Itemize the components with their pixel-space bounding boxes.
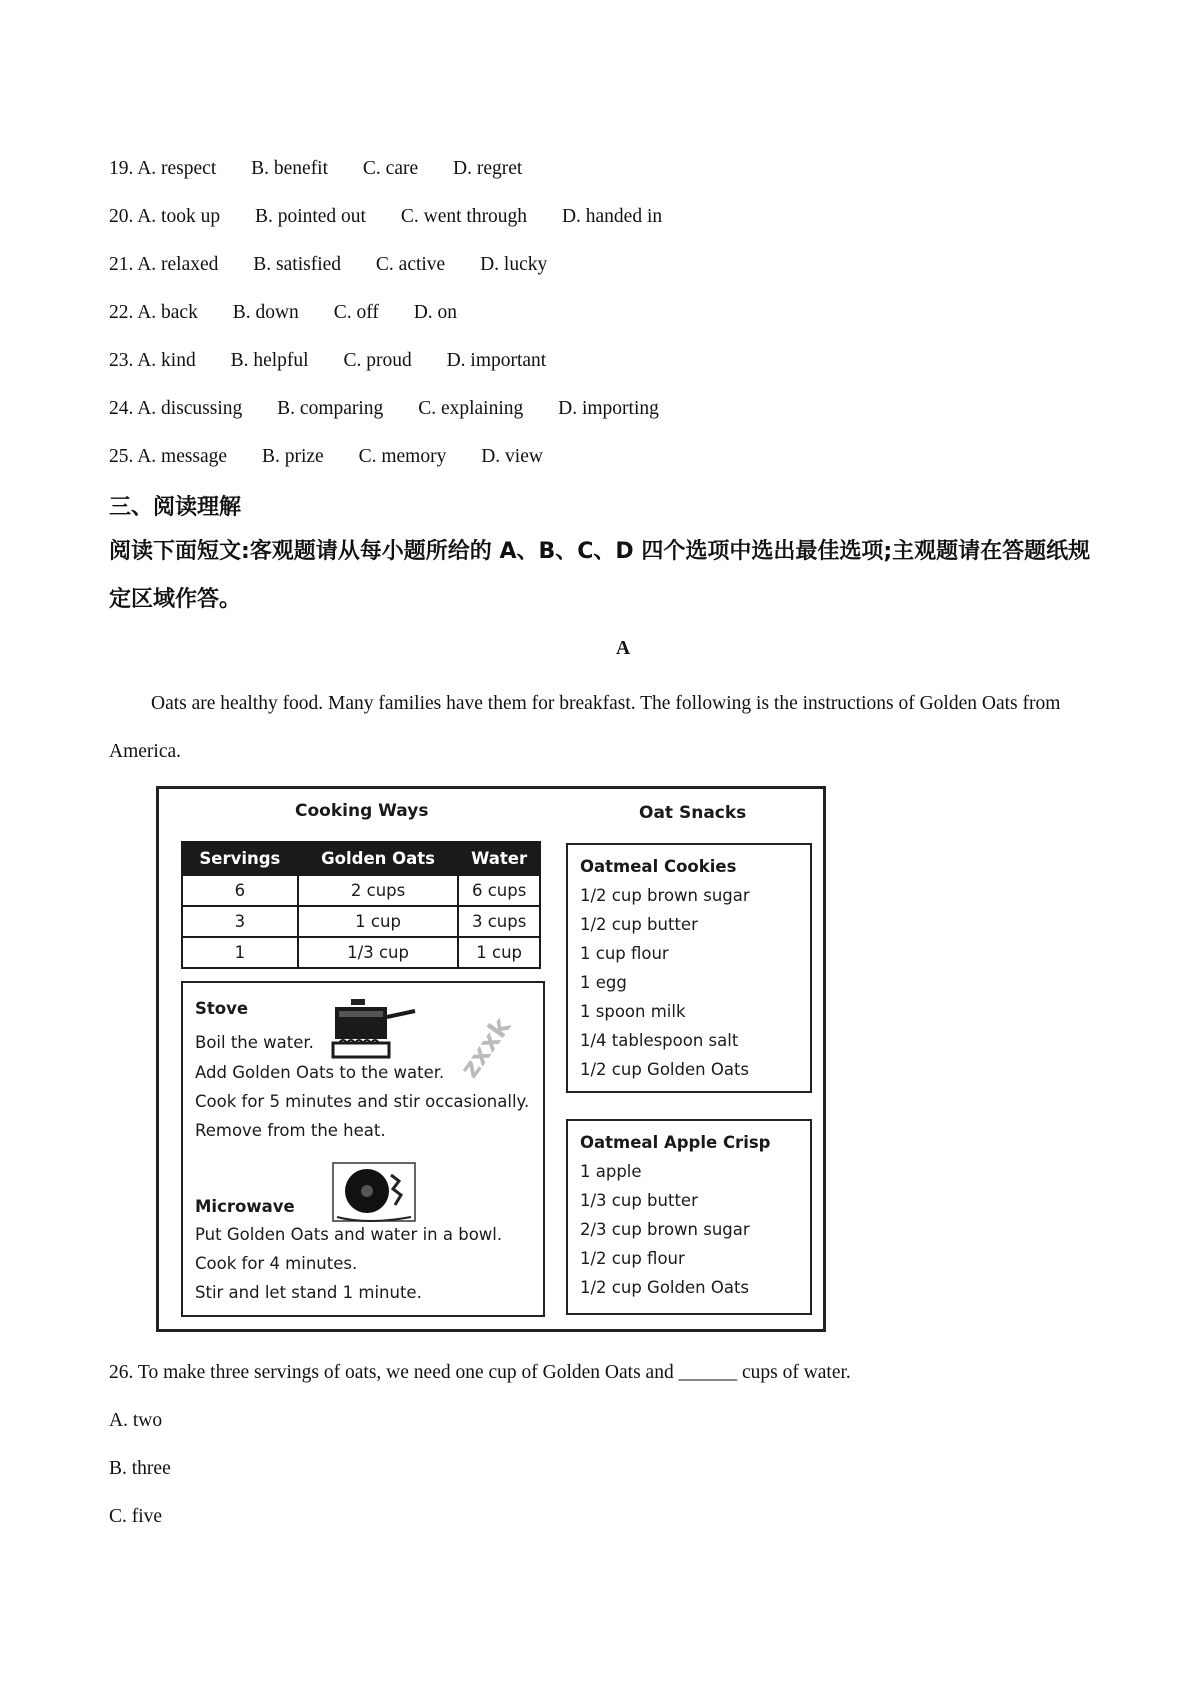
servings-cell: 3 (182, 906, 298, 937)
question-26-stem: 26. To make three servings of oats, we need one cup of Golden Oats and ______ cups of water. (109, 1362, 851, 1383)
option-c: C. memory (358, 446, 447, 467)
question-25-options (109, 446, 573, 468)
option-c: C. went through (400, 206, 528, 227)
stove-title: Stove (195, 999, 249, 1018)
stove-step: Cook for 5 minutes and stir occasionally. (195, 1092, 530, 1111)
option-b: B. satisfied (253, 254, 342, 275)
option-c: C. active (375, 254, 446, 275)
option-d: D. handed in (561, 206, 663, 227)
option-c: C. care (362, 158, 419, 179)
cookies-ingredient: 1/2 cup butter (580, 915, 698, 934)
microwave-title: Microwave (195, 1197, 295, 1216)
header-servings: Servings (182, 842, 298, 875)
option-a: A. kind (137, 350, 196, 371)
cookies-ingredient: 1 egg (580, 973, 627, 992)
cookies-ingredient: 1 spoon milk (580, 1002, 686, 1021)
oats-cell: 1/3 cup (298, 937, 459, 968)
passage-letter: A (615, 638, 631, 659)
cookies-ingredient: 1/2 cup Golden Oats (580, 1060, 750, 1079)
option-a: A. relaxed (137, 254, 219, 275)
question-19-options (109, 158, 552, 180)
option-d: D. view (481, 446, 543, 467)
microwave-step: Stir and let stand 1 minute. (195, 1283, 422, 1302)
question-24-options (109, 398, 689, 420)
option-d: D. importing (558, 398, 659, 419)
water-cell: 1 cup (458, 937, 540, 968)
question-number: 23. (109, 350, 134, 371)
servings-cell: 1 (182, 937, 298, 968)
oatmeal-apple-crisp-box (566, 1119, 812, 1315)
table-row (182, 937, 540, 968)
option-b: B. helpful (230, 350, 309, 371)
stove-pot-icon (323, 993, 423, 1065)
option-a: A. took up (137, 206, 221, 227)
oats-cell: 1 cup (298, 906, 459, 937)
table-row (182, 875, 540, 906)
option-c: C. proud (343, 350, 412, 371)
question-21-options (109, 254, 577, 276)
cooking-ways-title: Cooking Ways (295, 801, 429, 821)
crisp-ingredient: 2/3 cup brown sugar (580, 1220, 750, 1239)
header-golden-oats: Golden Oats (298, 842, 459, 875)
section-heading: 三、阅读理解 (109, 495, 242, 520)
watermark: zxxk (454, 1012, 518, 1084)
cookies-ingredient: 1 cup flour (580, 944, 669, 963)
stove-step: Remove from the heat. (195, 1121, 386, 1140)
question-number: 19. (109, 158, 134, 179)
question-number: 25. (109, 446, 134, 467)
option-b: B. benefit (251, 158, 329, 179)
question-26-option-a: A. two (109, 1410, 163, 1431)
cookies-ingredient: 1/2 cup brown sugar (580, 886, 750, 905)
question-20-options (109, 206, 692, 228)
option-d: D. important (446, 350, 547, 371)
section-instruction: 阅读下面短文:客观题请从每小题所给的 A、B、C、D 四个选项中选出最佳选项;主观题请在答题纸规定区域作答。 (109, 539, 1091, 612)
water-cell: 3 cups (458, 906, 540, 937)
cookies-title: Oatmeal Cookies (580, 857, 737, 876)
option-a: A. message (137, 446, 228, 467)
question-22-options (109, 302, 487, 324)
oats-cell: 2 cups (298, 875, 459, 906)
golden-oats-figure (156, 786, 826, 1332)
crisp-ingredient: 1/3 cup butter (580, 1191, 698, 1210)
microwave-step: Put Golden Oats and water in a bowl. (195, 1225, 503, 1244)
crisp-ingredient: 1/2 cup Golden Oats (580, 1278, 750, 1297)
option-c: C. off (333, 302, 379, 323)
crisp-ingredient: 1 apple (580, 1162, 642, 1181)
cooking-instructions-box (181, 981, 545, 1317)
option-b: B. comparing (277, 398, 384, 419)
option-d: D. lucky (480, 254, 548, 275)
water-cell: 6 cups (458, 875, 540, 906)
option-c: C. explaining (418, 398, 524, 419)
question-number: 20. (109, 206, 134, 227)
oat-snacks-title: Oat Snacks (639, 803, 747, 823)
question-number: 22. (109, 302, 134, 323)
servings-cell: 6 (182, 875, 298, 906)
option-a: A. respect (137, 158, 217, 179)
stove-step: Boil the water. (195, 1033, 314, 1052)
intro-paragraph: Oats are healthy food. Many families have them for breakfast. The following is the instructions of Golden Oats from America. (109, 693, 1061, 762)
question-26-option-b: B. three (109, 1458, 171, 1479)
option-b: B. down (232, 302, 299, 323)
option-b: B. prize (261, 446, 324, 467)
option-b: B. pointed out (254, 206, 366, 227)
question-23-options (109, 350, 576, 372)
question-26-option-c: C. five (109, 1506, 163, 1527)
question-number: 24. (109, 398, 134, 419)
option-d: D. regret (453, 158, 523, 179)
crisp-ingredient: 1/2 cup flour (580, 1249, 685, 1268)
header-water: Water (458, 842, 540, 875)
option-a: A. back (137, 302, 198, 323)
stove-step: Add Golden Oats to the water. (195, 1063, 445, 1082)
crisp-title: Oatmeal Apple Crisp (580, 1133, 771, 1152)
microwave-step: Cook for 4 minutes. (195, 1254, 358, 1273)
question-number: 21. (109, 254, 134, 275)
servings-table (181, 841, 541, 969)
table-row (182, 906, 540, 937)
option-a: A. discussing (137, 398, 243, 419)
option-d: D. on (413, 302, 458, 323)
cookies-ingredient: 1/4 tablespoon salt (580, 1031, 739, 1050)
oatmeal-cookies-box (566, 843, 812, 1093)
microwave-icon (329, 1159, 419, 1225)
